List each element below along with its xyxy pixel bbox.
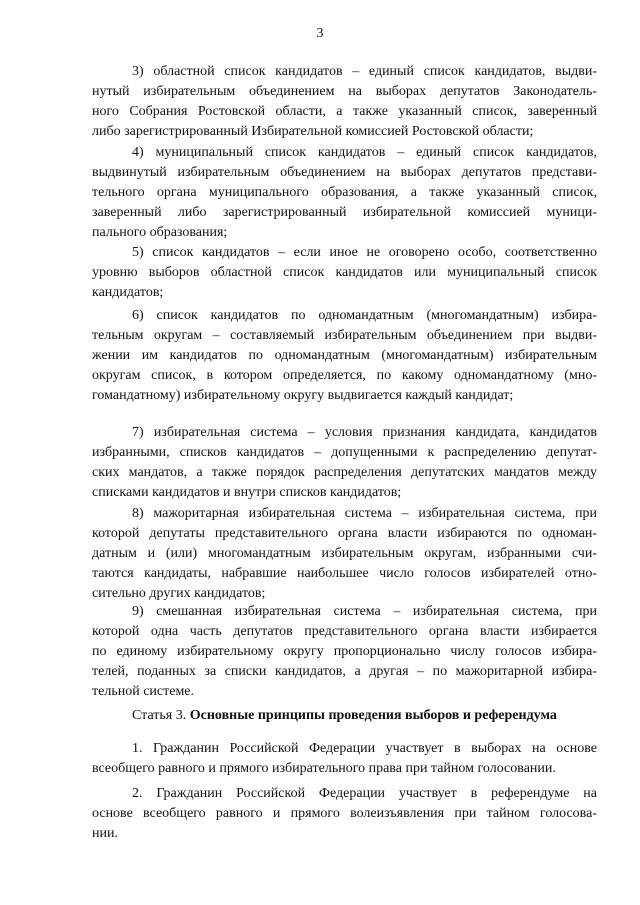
paragraph-line: ного Собрания Ростовской области, а также указанный список, заверенный (92, 104, 597, 119)
article-paragraph-line: основе всеобщего равного и прямого волеизъявления при тайном голосова- (92, 806, 597, 821)
article-paragraph-line: 2. Гражданин Российской Федерации участвует в референдуме на (132, 786, 597, 801)
paragraph-line: пального образования; (92, 225, 228, 240)
paragraph-line: 5) список кандидатов – если иное не оговорено особо, соответственно (132, 245, 597, 260)
paragraph-line: 6) список кандидатов по одномандатным (многомандатным) избира- (132, 308, 597, 323)
page-number: 3 (316, 26, 324, 41)
paragraph-line: округам список, в котором определяется, по какому одномандатному (мно- (92, 368, 597, 383)
article-heading (132, 707, 557, 725)
paragraph-line: тельной системе. (92, 684, 195, 699)
paragraph-line: списками кандидатов и внутри списков кандидатов; (92, 485, 402, 500)
article-number: Статья 3. (132, 708, 190, 723)
paragraph-line: 9) смешанная избирательная система – избирательная система, при (132, 604, 597, 619)
paragraph-line: телей, поданных за списки кандидатов, а другая – по мажоритарной избира- (92, 664, 597, 679)
paragraph-line: либо зарегистрированный Избирательной комиссией Ростовской области; (92, 124, 534, 139)
paragraph-line: кандидатов; (92, 285, 164, 300)
paragraph-line: таются кандидаты, набравшие наибольшее число голосов избирателей отно- (92, 566, 597, 581)
article-title: Основные принципы проведения выборов и референдума (189, 708, 557, 723)
paragraph-line: которой одна часть депутатов представительного органа власти избирается (92, 624, 597, 639)
paragraph-line: датным и (или) многомандатным избирательным округам, избранными счи- (92, 546, 597, 561)
paragraph-line: 8) мажоритарная избирательная система – избирательная система, при (132, 506, 597, 521)
paragraph-line: которой депутаты представительного органа власти избираются по одноман- (92, 526, 597, 541)
paragraph-line: заверенный либо зарегистрированный избирательной комиссией муници- (92, 205, 597, 220)
article-paragraph-line: 1. Гражданин Российской Федерации участвует в выборах на основе (132, 741, 597, 756)
paragraph-line: 7) избирательная система – условия признания кандидата, кандидатов (132, 425, 597, 440)
paragraph-line: уровню выборов областной список кандидатов или муниципальный список (92, 265, 597, 280)
article-paragraph-line: всеобщего равного и прямого избирательного права при тайном голосовании. (92, 761, 556, 776)
paragraph-line: выдвинутый избирательным объединением на выборах депутатов представи- (92, 165, 597, 180)
paragraph-line: гомандатному) избирательному округу выдвигается каждый кандидат; (92, 388, 514, 403)
paragraph-line: жении им кандидатов по одномандатным (многомандатным) избирательным (92, 348, 597, 363)
paragraph-line: ских мандатов, а также порядок распределения депутатских мандатов между (92, 465, 597, 480)
paragraph-line: тельного органа муниципального образования, а также указанный список, (92, 185, 597, 200)
paragraph-line: нутый избирательным объединением на выборах депутатов Законодатель- (92, 84, 597, 99)
paragraph-line: тельным округам – составляемый избирательным объединением при выдви- (92, 328, 597, 343)
paragraph-line: по единому избирательному округу пропорционально числу голосов избира- (92, 644, 597, 659)
paragraph-line: сительно других кандидатов; (92, 586, 266, 601)
paragraph-line: избранными, списков кандидатов – допущенными к распределению депутат- (92, 445, 597, 460)
article-paragraph-line: нии. (92, 826, 118, 841)
paragraph-line: 4) муниципальный список кандидатов – единый список кандидатов, (132, 145, 597, 160)
paragraph-line: 3) областной список кандидатов – единый список кандидатов, выдви- (132, 64, 597, 79)
